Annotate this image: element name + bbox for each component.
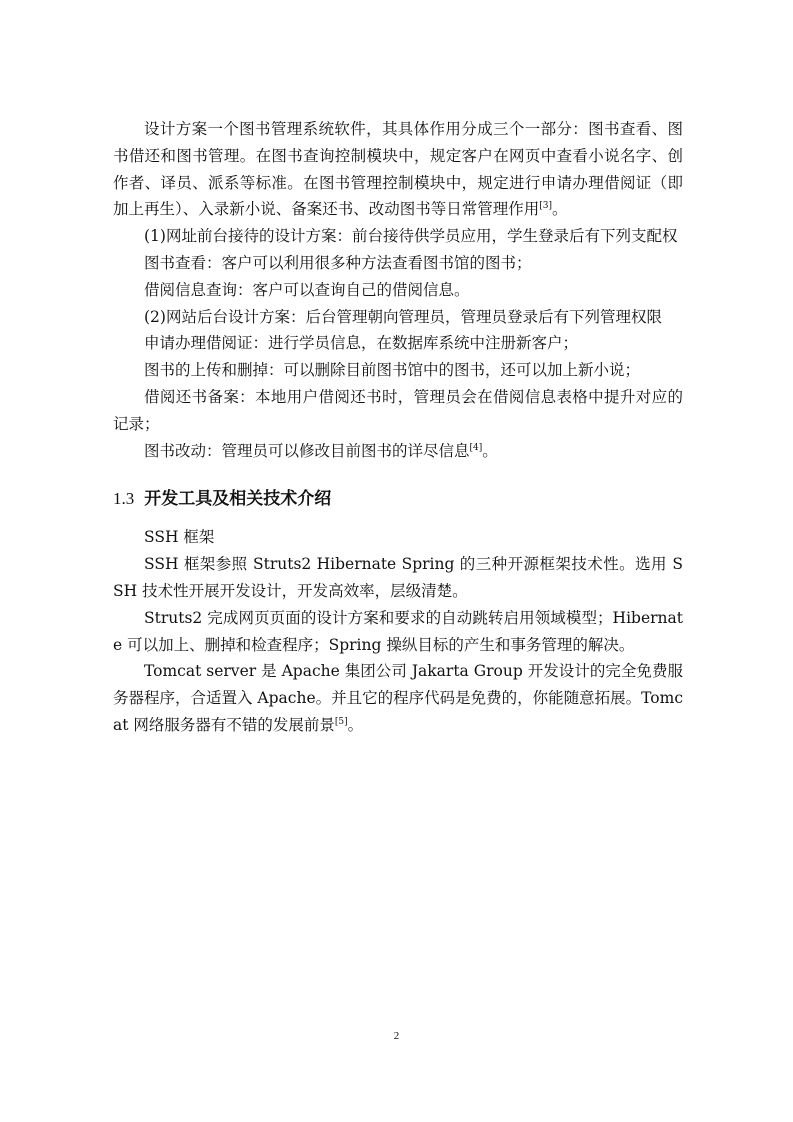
citation-ref: [3]	[539, 201, 553, 212]
paragraph-book-search: 图书查看：客户可以利用很多种方法查看图书馆的图书；	[144, 253, 532, 272]
paragraph-frontend-design: (1)网址前台接待的设计方案：前台接待供学员应用，学生登录后有下列支配权	[144, 227, 678, 246]
paragraph-ssh-framework: SSH 框架参照 Struts2 Hibernate Spring 的三种开源框架技术性。选用 SSH 技术性开展开发设计，开发高效率，层级清楚。	[113, 555, 683, 600]
section-number: 1.3	[113, 489, 135, 509]
paragraph-book-edit: 图书改动：管理员可以修改目前图书的详尽信息[4]。	[144, 441, 498, 460]
section-1-2-content	[113, 116, 683, 464]
paragraph-upload-delete: 图书的上传和删掉：可以删除目前图书馆中的图书，还可以加上新小说；	[144, 361, 641, 380]
paragraph-tomcat: Tomcat server 是 Apache 集团公司 Jakarta Group 开发设计的完全免费服务器程序，合适置入 Apache。并且它的程序代码是免费的，你能随意拓展。Tomcat 网络服务器有不错的发展前景[5]。	[113, 662, 683, 734]
page-number: 2	[393, 1030, 400, 1042]
paragraph-borrow-query: 借阅信息查询：客户可以查询自己的借阅信息。	[144, 280, 470, 299]
paragraph-borrow-return: 借阅还书备案：本地用户借阅还书时，管理员会在借阅信息表格中提升对应的记录；	[113, 387, 683, 433]
paragraph-struts-hibernate-spring: Struts2 完成网页页面的设计方案和要求的自动跳转启用领域模型；Hibernate 可以加上、删掉和检查程序；Spring 操纵目标的产生和事务管理的解决。	[113, 608, 683, 654]
section-heading-1-3	[113, 486, 683, 512]
section-title: 开发工具及相关技术介绍	[144, 489, 332, 510]
paragraph-backend-design: (2)网站后台设计方案：后台管理朝向管理员，管理员登录后有下列管理权限	[144, 307, 662, 326]
document-body	[113, 116, 683, 739]
citation-ref: [5]	[334, 716, 348, 727]
section-1-3-content	[113, 524, 683, 738]
paragraph-design-overview: 设计方案一个图书管理系统软件，其具体作用分成三个一部分：图书查看、图书借还和图书管理。在图书查询控制模块中，规定客户在网页中查看小说名字、创作者、译员、派系等标准。在图书管理控制模块中，规定进行申请办理借阅证（即加上再生）、入录新小说、备案还书、改动图书等日常管理作用[3]。	[113, 120, 683, 219]
citation-ref: [4]	[469, 442, 483, 453]
paragraph-ssh-heading: SSH 框架	[144, 528, 215, 547]
paragraph-library-card: 申请办理借阅证：进行学员信息，在数据库系统中注册新客户；	[144, 334, 579, 353]
